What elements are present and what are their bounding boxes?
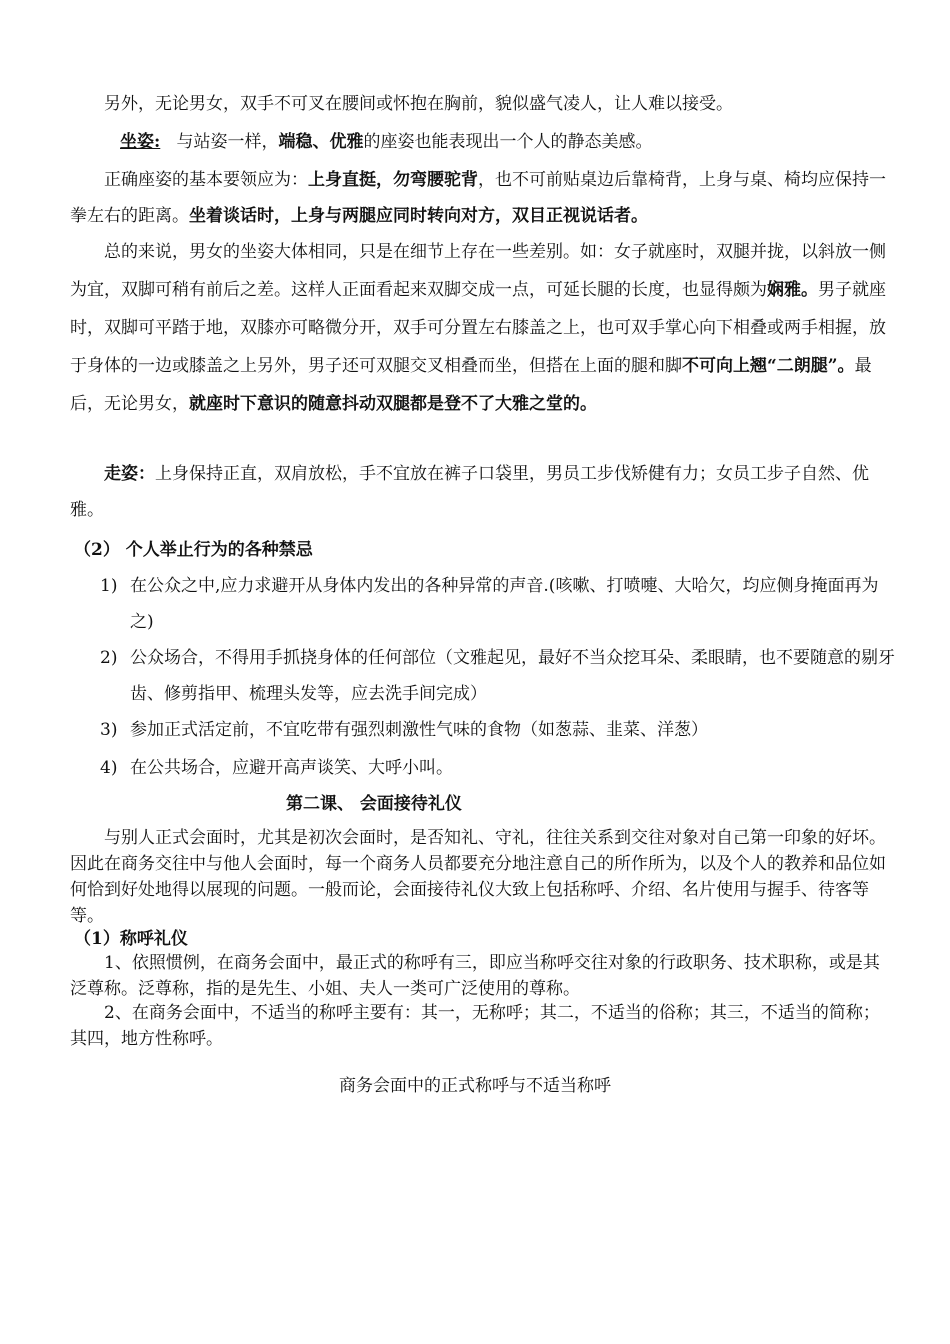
paragraph-hands: 另外，无论男女，双手不可叉在腰间或怀抱在胸前，貌似盛气凌人，让人难以接受。	[104, 94, 733, 114]
sitting-label: 坐姿:	[120, 132, 161, 152]
heading-taboos: （2） 个人举止行为的各种禁忌	[74, 540, 313, 560]
paragraph-walking: 走姿：上身保持正直，双肩放松，手不宜放在裤子口袋里，男员工步伐矫健有力；女员工步子自然、优雅。	[70, 464, 869, 520]
paragraph-sitting-differences: 总的来说，男女的坐姿大体相同，只是在细节上存在一些差别。如：女子就座时，双腿并拢，以斜放一侧为宜，双脚可稍有前后之差。这样人正面看起来双脚交成一点，可延长腿的长度，也显得颇为娴雅。男子就座时，双脚可平踏于地，双膝亦可略微分开，双手可分置左右膝盖之上，也可双手掌心向下相叠或两手相握，放于身体的一边或膝盖之上另外，男子还可双腿交叉相叠而坐，但搭在上面的腿和脚不可向上翘“二朗腿”。最后，无论男女，就座时下意识的随意抖动双腿都是登不了大雅之堂的。	[70, 242, 886, 414]
list-item: 1) 在公众之中,应力求避开从身体内发出的各种异常的声音.(咳嗽、打喷嚏、大哈欠，均应侧身掩面再为之)	[100, 576, 879, 632]
table-caption: 商务会面中的正式称呼与不适当称呼	[339, 1076, 611, 1096]
lesson-title: 第二课、 会面接待礼仪	[286, 794, 462, 814]
paragraph-address-2: 2、在商务会面中，不适当的称呼主要有：其一，无称呼；其二，不适当的俗称；其三，不适当的简称；其四，地方性称呼。	[70, 1003, 880, 1049]
list-item: 3) 参加正式活定前，不宜吃带有强烈刺激性气味的食物（如葱蒜、韭菜、洋葱）	[100, 720, 708, 740]
list-item: 4) 在公共场合，应避开高声谈笑、大呼小叫。	[100, 758, 453, 778]
heading-address-etiquette: （1）称呼礼仪	[74, 929, 188, 949]
paragraph-address-1: 1、依照惯例，在商务会面中，最正式的称呼有三，即应当称呼交往对象的行政职务、技术职称，或是其泛尊称。泛尊称，指的是先生、小姐、夫人一类可广泛使用的尊称。	[70, 953, 880, 999]
paragraph-sitting-requirements: 正确座姿的基本要领应为：上身直挺，勿弯腰驼背，也不可前贴桌边后靠椅背，上身与桌、椅均应保持一拳左右的距离。坐着谈话时，上身与两腿应同时转向对方，双目正视说话者。	[70, 170, 886, 226]
walking-label: 走姿：	[104, 464, 155, 484]
paragraph-lesson-intro: 与别人正式会面时，尤其是初次会面时，是否知礼、守礼，往往关系到交往对象对自己第一印象的好坏。因此在商务交往中与他人会面时，每一个商务人员都要充分地注意自己的所作所为，以及个人的教养和品位如何恰到好处地得以展现的问题。一般而论，会面接待礼仪大致上包括称呼、介绍、名片使用与握手、待客等等。	[70, 828, 886, 926]
paragraph-sitting: 坐姿: 与站姿一样，端稳、优雅的座姿也能表现出一个人的静态美感。	[120, 132, 653, 152]
list-item: 2) 公众场合，不得用手抓挠身体的任何部位（文雅起见，最好不当众挖耳朵、柔眼睛，也不要随意的剔牙齿、修剪指甲、梳理头发等，应去洗手间完成）	[100, 648, 895, 704]
